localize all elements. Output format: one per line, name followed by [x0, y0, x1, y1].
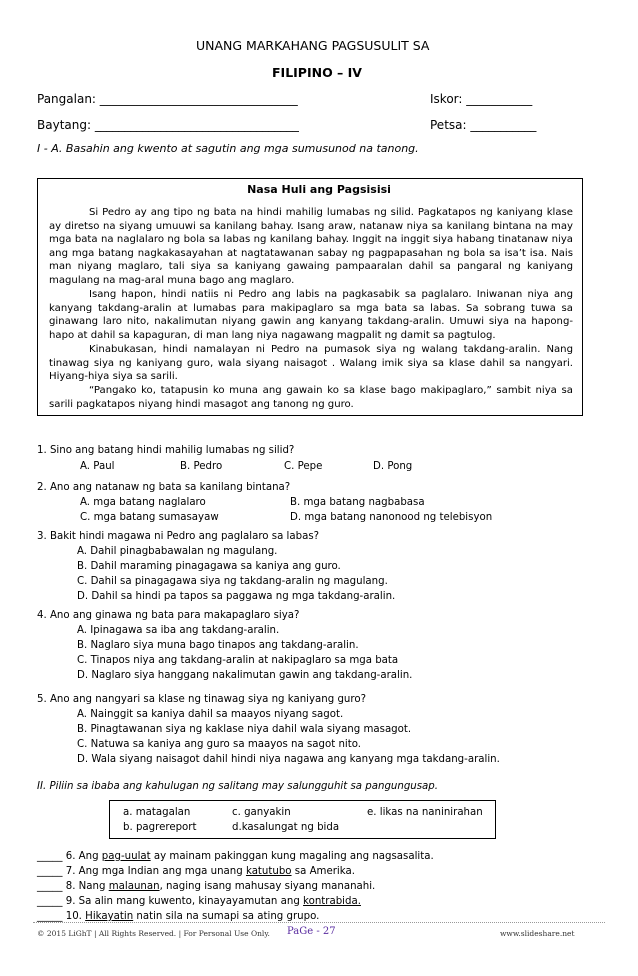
option-c: c. ganyakin — [232, 807, 291, 818]
question-2: 2. Ano ang natanaw ng bata sa kanilang bintana? — [37, 482, 291, 493]
q2-choice-d[interactable]: D. mga batang nanonood ng telebisyon — [290, 512, 493, 523]
answer-blank[interactable]: _____ — [37, 851, 63, 862]
option-a: a. matagalan — [123, 807, 191, 818]
footer-site-link[interactable]: www.slideshare.net — [500, 929, 575, 938]
q3-choice-b[interactable]: B. Dahil maraming pinagagawa sa kaniya ang guro. — [77, 561, 341, 572]
grade-field[interactable]: Baytang: __________________________________ — [37, 118, 299, 132]
option-e: e. likas na naninirahan — [367, 807, 483, 818]
q1-choice-a[interactable]: A. Paul — [80, 461, 115, 472]
q5-choice-c[interactable]: C. Natuwa sa kaniya ang guro sa maayos na sagot nito. — [77, 739, 362, 750]
q3-choice-c[interactable]: C. Dahil sa pinagagawa siya ng takdang-aralin ng magulang. — [77, 576, 388, 587]
q2-choice-c[interactable]: C. mga batang sumasayaw — [80, 512, 219, 523]
story-paragraph-1: Si Pedro ay ang tipo ng bata na hindi mahilig lumabas ng silid. Pagkatapos ng kaniyang klase ay diretso na siyang umuuwi sa kanilang bahay. Isang araw, natanaw niya sa kanilang bintana na may mga bata na naglalaro ng bola sa labas ng kanilang bahay. Inggit na inggit siya habang tinatanaw niya ang mga batang nagkakasayahan at nagtatawanan sabay ng pagpapasahan ng bola sa isa’t isa. Nais man niyang maglaro, tali siya sa kaniyang gawaing pampaaralan dahil sa pangaral ng kaniyang magulang na mag-aral muna bago ang maglaro. — [49, 207, 573, 286]
q3-choice-a[interactable]: A. Dahil pinagbabawalan ng magulang. — [77, 546, 278, 557]
story-paragraph-2: Isang hapon, hindi natiis ni Pedro ang labis na pagkasabik sa paglalaro. Iniwanan niya ang kanyang takdang-aralin at lumabas para makipaglaro sa mga bata sa labas. Sa sobrang tuwa sa ginawang laro nito, nakalimutan niyang gawin ang kanyang takdang-aralin. Umuwi siya na hapong-hapo at dahil sa kapaguran, di man lang niya nagawang magpalit ng damit sa pagtulog. — [49, 289, 573, 341]
footer-copyright: © 2015 LiGhT | All Rights Reserved. | For Personal Use Only. — [37, 929, 270, 938]
q4-choice-c[interactable]: C. Tinapos niya ang takdang-aralin at nakipaglaro sa mga bata — [77, 655, 399, 666]
q5-choice-b[interactable]: B. Pinagtawanan siya ng kaklase niya dahil wala siyang masagot. — [77, 724, 412, 735]
q4-choice-d[interactable]: D. Naglaro siya hanggang nakalimutan gawin ang takdang-aralin. — [77, 670, 413, 681]
page-subtitle: FILIPINO – IV — [272, 65, 362, 80]
footer-divider — [33, 922, 605, 923]
page-title: UNANG MARKAHANG PAGSUSULIT SA — [196, 38, 430, 53]
question-1: 1. Sino ang batang hindi mahilig lumabas ng silid? — [37, 445, 295, 456]
score-field[interactable]: Iskor: ___________ — [430, 92, 533, 106]
underlined-word: malaunan — [108, 881, 160, 892]
section2-instruction: II. Piliin sa ibaba ang kahulugan ng salitang may salungguhit sa pangungusap. — [37, 781, 438, 792]
option-b: b. pagrereport — [123, 822, 197, 833]
question-5: 5. Ano ang nangyari sa klase ng tinawag siya ng kaniyang guro? — [37, 694, 366, 705]
story-paragraph-3: Kinabukasan, hindi namalayan ni Pedro na pumasok siya ng walang takdang-aralin. Nang tinawag siya ng kaniyang guro, wala siyang naisagot . Walang imik siya sa klase dahil sa nangyari. Hiyang-hiya siya sa sarili. — [49, 344, 573, 383]
q5-choice-a[interactable]: A. Nainggit sa kaniya dahil sa maayos niyang sagot. — [77, 709, 344, 720]
underlined-word: katutubo — [245, 866, 292, 877]
item-7: _____ 7. Ang mga Indian ang mga unang katutubo sa Amerika. — [37, 866, 355, 877]
q2-choice-b[interactable]: B. mga batang nagbabasa — [290, 497, 425, 508]
underlined-word: kontrabida. — [303, 896, 361, 907]
story-title: Nasa Huli ang Pagsisisi — [247, 183, 391, 196]
date-field[interactable]: Petsa: ___________ — [430, 118, 537, 132]
question-3: 3. Bakit hindi magawa ni Pedro ang paglalaro sa labas? — [37, 531, 320, 542]
section1-instruction: I - A. Basahin ang kwento at sagutin ang mga sumusunod na tanong. — [37, 142, 419, 155]
answer-blank[interactable]: _____ — [37, 911, 63, 922]
answer-blank[interactable]: _____ — [37, 896, 63, 907]
answer-blank[interactable]: _____ — [37, 866, 63, 877]
answer-blank[interactable]: _____ — [37, 881, 63, 892]
q1-choice-c[interactable]: C. Pepe — [284, 461, 323, 472]
item-6: _____ 6. Ang pag-uulat ay mainam pakinggan kung magaling ang nagsasalita. — [37, 851, 434, 862]
q1-choice-b[interactable]: B. Pedro — [180, 461, 223, 472]
item-9: _____ 9. Sa alin mang kuwento, kinayayamutan ang kontrabida. — [37, 896, 361, 907]
option-d: d.kasalungat ng bida — [232, 822, 340, 833]
q3-choice-d[interactable]: D. Dahil sa hindi pa tapos sa paggawa ng mga takdang-aralin. — [77, 591, 396, 602]
q1-choice-d[interactable]: D. Pong — [373, 461, 413, 472]
q4-choice-a[interactable]: A. Ipinagawa sa iba ang takdang-aralin. — [77, 625, 280, 636]
question-4: 4. Ano ang ginawa ng bata para makapaglaro siya? — [37, 610, 300, 621]
q5-choice-d[interactable]: D. Wala siyang naisagot dahil hindi niya nagawa ang kanyang mga takdang-aralin. — [77, 754, 500, 765]
q4-choice-b[interactable]: B. Naglaro siya muna bago tinapos ang takdang-aralin. — [77, 640, 359, 651]
underlined-word: Hikayatin — [85, 911, 134, 922]
footer-page-number: PaGe - 27 — [287, 926, 336, 937]
name-field[interactable]: Pangalan: _________________________________ — [37, 92, 298, 106]
q2-choice-a[interactable]: A. mga batang naglalaro — [80, 497, 206, 508]
underlined-word: pag-uulat — [101, 851, 151, 862]
item-10: _____ 10. Hikayatin natin sila na sumapi sa ating grupo. — [37, 911, 320, 922]
item-8: _____ 8. Nang malaunan, naging isang mahusay siyang mananahi. — [37, 881, 376, 892]
story-paragraph-4: “Pangako ko, tatapusin ko muna ang gawain ko sa klase bago makipaglaro,” sambit niya sa sarili pagkatapos niyang hindi masagot ang tanong ng guro. — [49, 385, 573, 410]
